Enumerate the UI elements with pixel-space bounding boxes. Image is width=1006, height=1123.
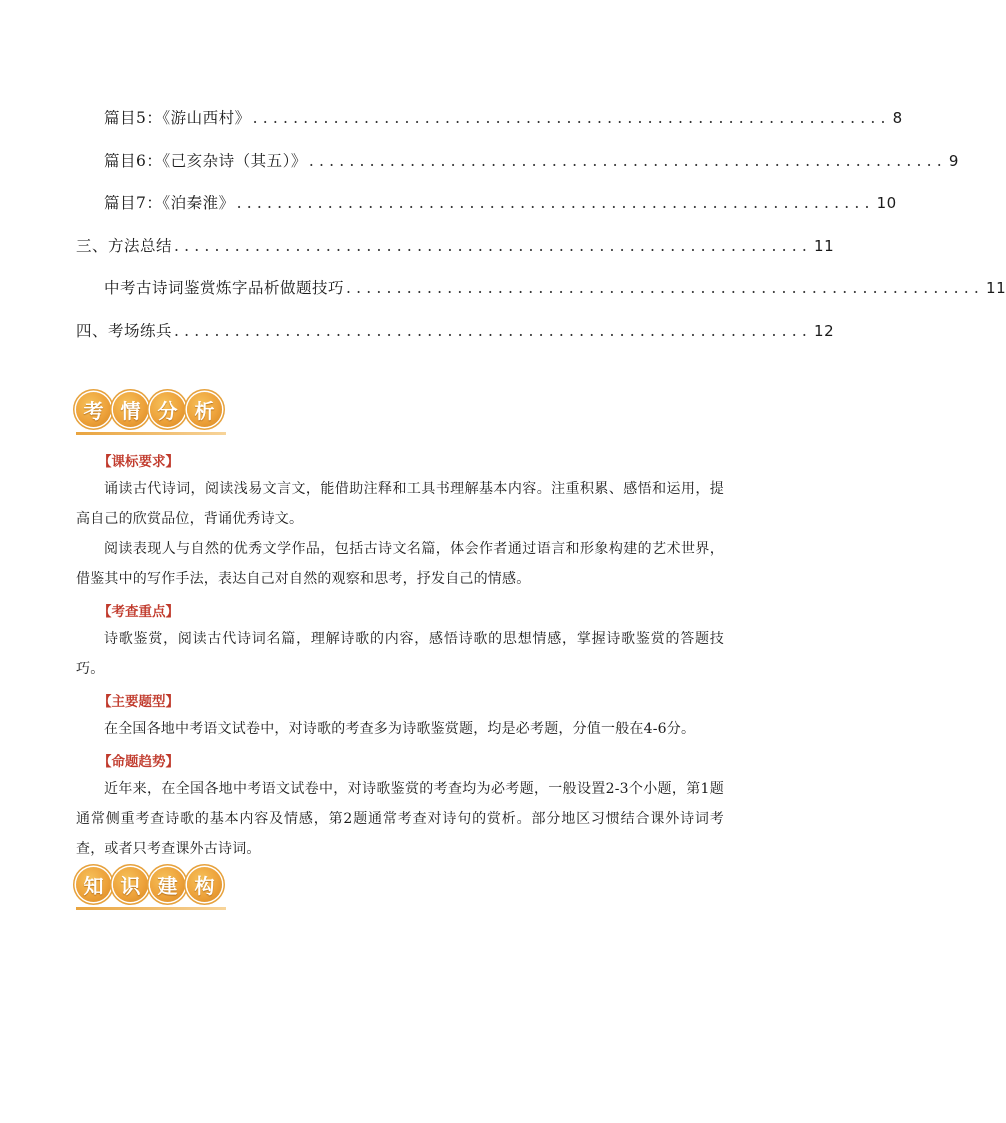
paragraph: 近年来，在全国各地中考语文试卷中，对诗歌鉴赏的考查均为必考题，一般设置2-3个小题，第1题通常侧重考查诗歌的基本内容及情感，第2题通常考查对诗句的赏析。部分地区习惯结合课外诗词考查，或者只考查课外古诗词。 [76,781,724,857]
table-of-contents [76,104,1006,359]
section-title-char: 析 [187,392,222,427]
toc-entry-title: 篇目6：《己亥杂诗（其五）》 [104,151,307,170]
toc-entry-title: 中考古诗词鉴赏炼字品析做题技巧 [104,279,345,297]
section-title-char: 考 [76,392,111,427]
toc-page-number: 10 [876,194,897,212]
section-header-analysis [76,392,224,427]
section-header-knowledge [76,867,224,902]
paragraph: 阅读表现人与自然的优秀文学作品，包括古诗文名篇，体会作者通过语言和形象构建的艺术世界，借鉴其中的写作手法，表达自己对自然的观察和思考，抒发自己的情感。 [76,541,724,587]
exam-analysis-content [76,450,724,864]
section-title-char: 识 [113,867,148,902]
block-tag: 【考查重点】 [98,604,179,620]
toc-entry-title: 篇目7：《泊秦淮》 [104,194,235,212]
block-tag: 【命题趋势】 [98,754,179,770]
paragraph: 在全国各地中考语文试卷中，对诗歌的考查多为诗歌鉴赏题，均是必考题，分值一般在4-6分。 [104,721,696,737]
toc-leader-dots: ............................................................... [174,236,813,255]
toc-entry[interactable] [76,232,835,275]
toc-entry[interactable] [76,189,897,232]
section-title-char: 分 [150,392,185,427]
toc-page-number: 8 [892,109,903,127]
section-title-char: 情 [113,392,148,427]
toc-page-number: 11 [814,236,835,255]
section-title-char: 构 [187,867,222,902]
toc-entry-title: 四、考场练兵 [76,321,173,340]
section-title-char: 建 [150,867,185,902]
toc-page-number: 11 [986,279,1006,297]
block-tag: 【课标要求】 [98,454,179,470]
section-underline [76,907,226,910]
toc-entry[interactable] [76,104,903,147]
toc-entry[interactable] [76,274,1006,317]
paragraph: 诵读古代诗词，阅读浅易文言文，能借助注释和工具书理解基本内容。注重积累、感悟和运用，提高自己的欣赏品位，背诵优秀诗文。 [76,481,724,527]
toc-leader-dots: ............................................................... [346,279,985,297]
paragraph: 诗歌鉴赏，阅读古代诗词名篇，理解诗歌的内容，感悟诗歌的思想情感，掌握诗歌鉴赏的答题技巧。 [76,631,724,677]
section-title-char: 知 [76,867,111,902]
toc-entry[interactable] [76,317,835,360]
toc-entry-title: 三、方法总结 [76,236,173,255]
section-underline [76,432,226,435]
toc-leader-dots: ............................................................... [174,321,813,340]
toc-leader-dots: ............................................................... [252,109,891,127]
toc-entry[interactable] [76,147,959,190]
toc-page-number: 12 [814,321,835,340]
block-tag: 【主要题型】 [98,694,179,710]
toc-leader-dots: ............................................................... [236,194,875,212]
toc-entry-title: 篇目5：《游山西村》 [104,109,251,127]
toc-page-number: 9 [948,151,959,170]
toc-leader-dots: ............................................................... [308,151,947,170]
